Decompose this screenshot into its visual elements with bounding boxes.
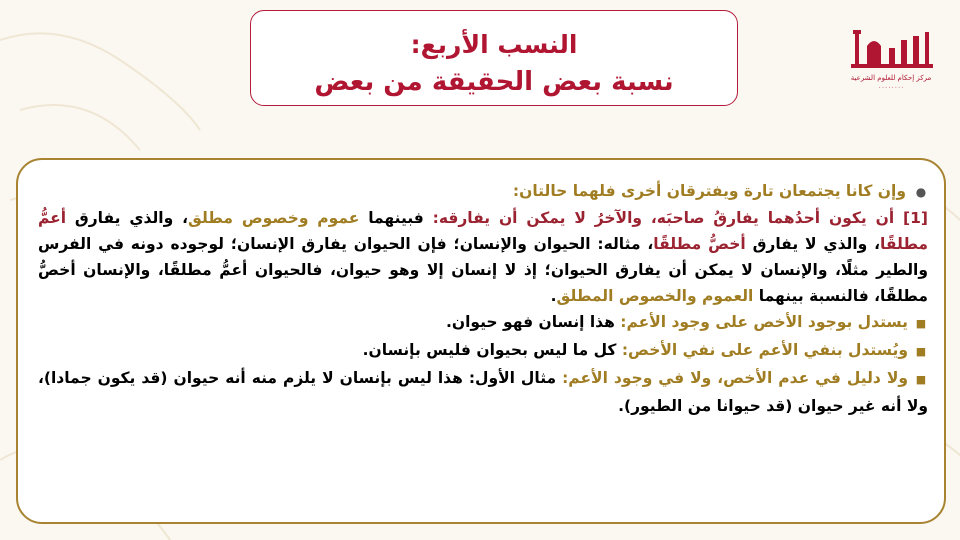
- case1-paragraph: [38, 205, 928, 309]
- intro-text: وإن كانا يجتمعان تارة ويفترقان أخرى فلهما حالتان:: [512, 182, 906, 200]
- bullet-label-2: ويُستدل بنفي الأعم على نفي الأخص:: [621, 341, 908, 359]
- case1-text-f: ، والذي لا يفارق: [752, 235, 881, 253]
- bullet-item-1: [38, 309, 928, 337]
- case1-lead: أن يكون أحدُهما يفارقُ صاحبَه، والآخرُ لا يمكن أن يفارقه:: [432, 209, 895, 227]
- slide-subtitle: نسبة بعض الحقيقة من بعض: [314, 67, 674, 97]
- title-box: [250, 10, 738, 106]
- bullet-dot-icon: ●: [915, 185, 927, 199]
- logo-small-text: ٠٠٠٠٠٠٠٠: [878, 84, 904, 91]
- square-bullet-icon: ■: [915, 345, 927, 358]
- bullet-item-2: [38, 337, 928, 365]
- case1-text-h: ، مثاله: الحيوان والإنسان؛ فإن الحيوان يفارق الإنسان؛ لوجوده دونه في الفرس والطير مثلًا، والإنسان لا يمكن أن يفارق الحيوان؛ إذ لا إنسان إلا وهو حيوان، فالحيوان أعمُّ مطلقًا، والإنسان أخصُّ مطلقًا، فالنسبة بينهما: [38, 235, 928, 305]
- case1-text-d: ، والذي يفارق: [74, 209, 188, 227]
- mosque-logo-icon: [845, 26, 937, 76]
- bullet-text-3: مثال الأول: هذا ليس بإنسان لا يلزم منه أنه حيوان (قد يكون جمادا)، ولا أنه غير حيوان (قد حيوانا من الطيور).: [38, 369, 928, 415]
- logo-subtitle: مركز إحكام للعلوم الشرعية: [850, 74, 932, 82]
- bullet-label-1: يستدل بوجود الأخص على وجود الأعم:: [620, 313, 908, 331]
- case1-text-j: .: [550, 287, 557, 305]
- bullet-item-3: [38, 365, 928, 419]
- bullet-text-1: هذا إنسان فهو حيوان.: [445, 313, 615, 331]
- case1-term-4: العموم والخصوص المطلق: [556, 287, 754, 305]
- bullet-text-2: كل ما ليس بحيوان فليس بإنسان.: [362, 341, 617, 359]
- case1-text-b: فبينهما: [368, 209, 424, 227]
- case1-number: [1]: [902, 209, 928, 227]
- square-bullet-icon: ■: [915, 373, 927, 386]
- case1-term-3: أخصُّ مطلقًا: [653, 235, 746, 253]
- slide-title: النسب الأربع:: [410, 30, 578, 59]
- content-text: [38, 178, 928, 419]
- case1-term-2: أعمُّ مطلقًا: [38, 209, 929, 253]
- bullet-label-3: ولا دليل في عدم الأخص، ولا في وجود الأعم:: [562, 369, 908, 387]
- logo: [845, 26, 937, 96]
- intro-bullet: [38, 178, 928, 205]
- case1-term-1: عموم وخصوص مطلق: [187, 209, 360, 227]
- square-bullet-icon: ■: [915, 317, 927, 330]
